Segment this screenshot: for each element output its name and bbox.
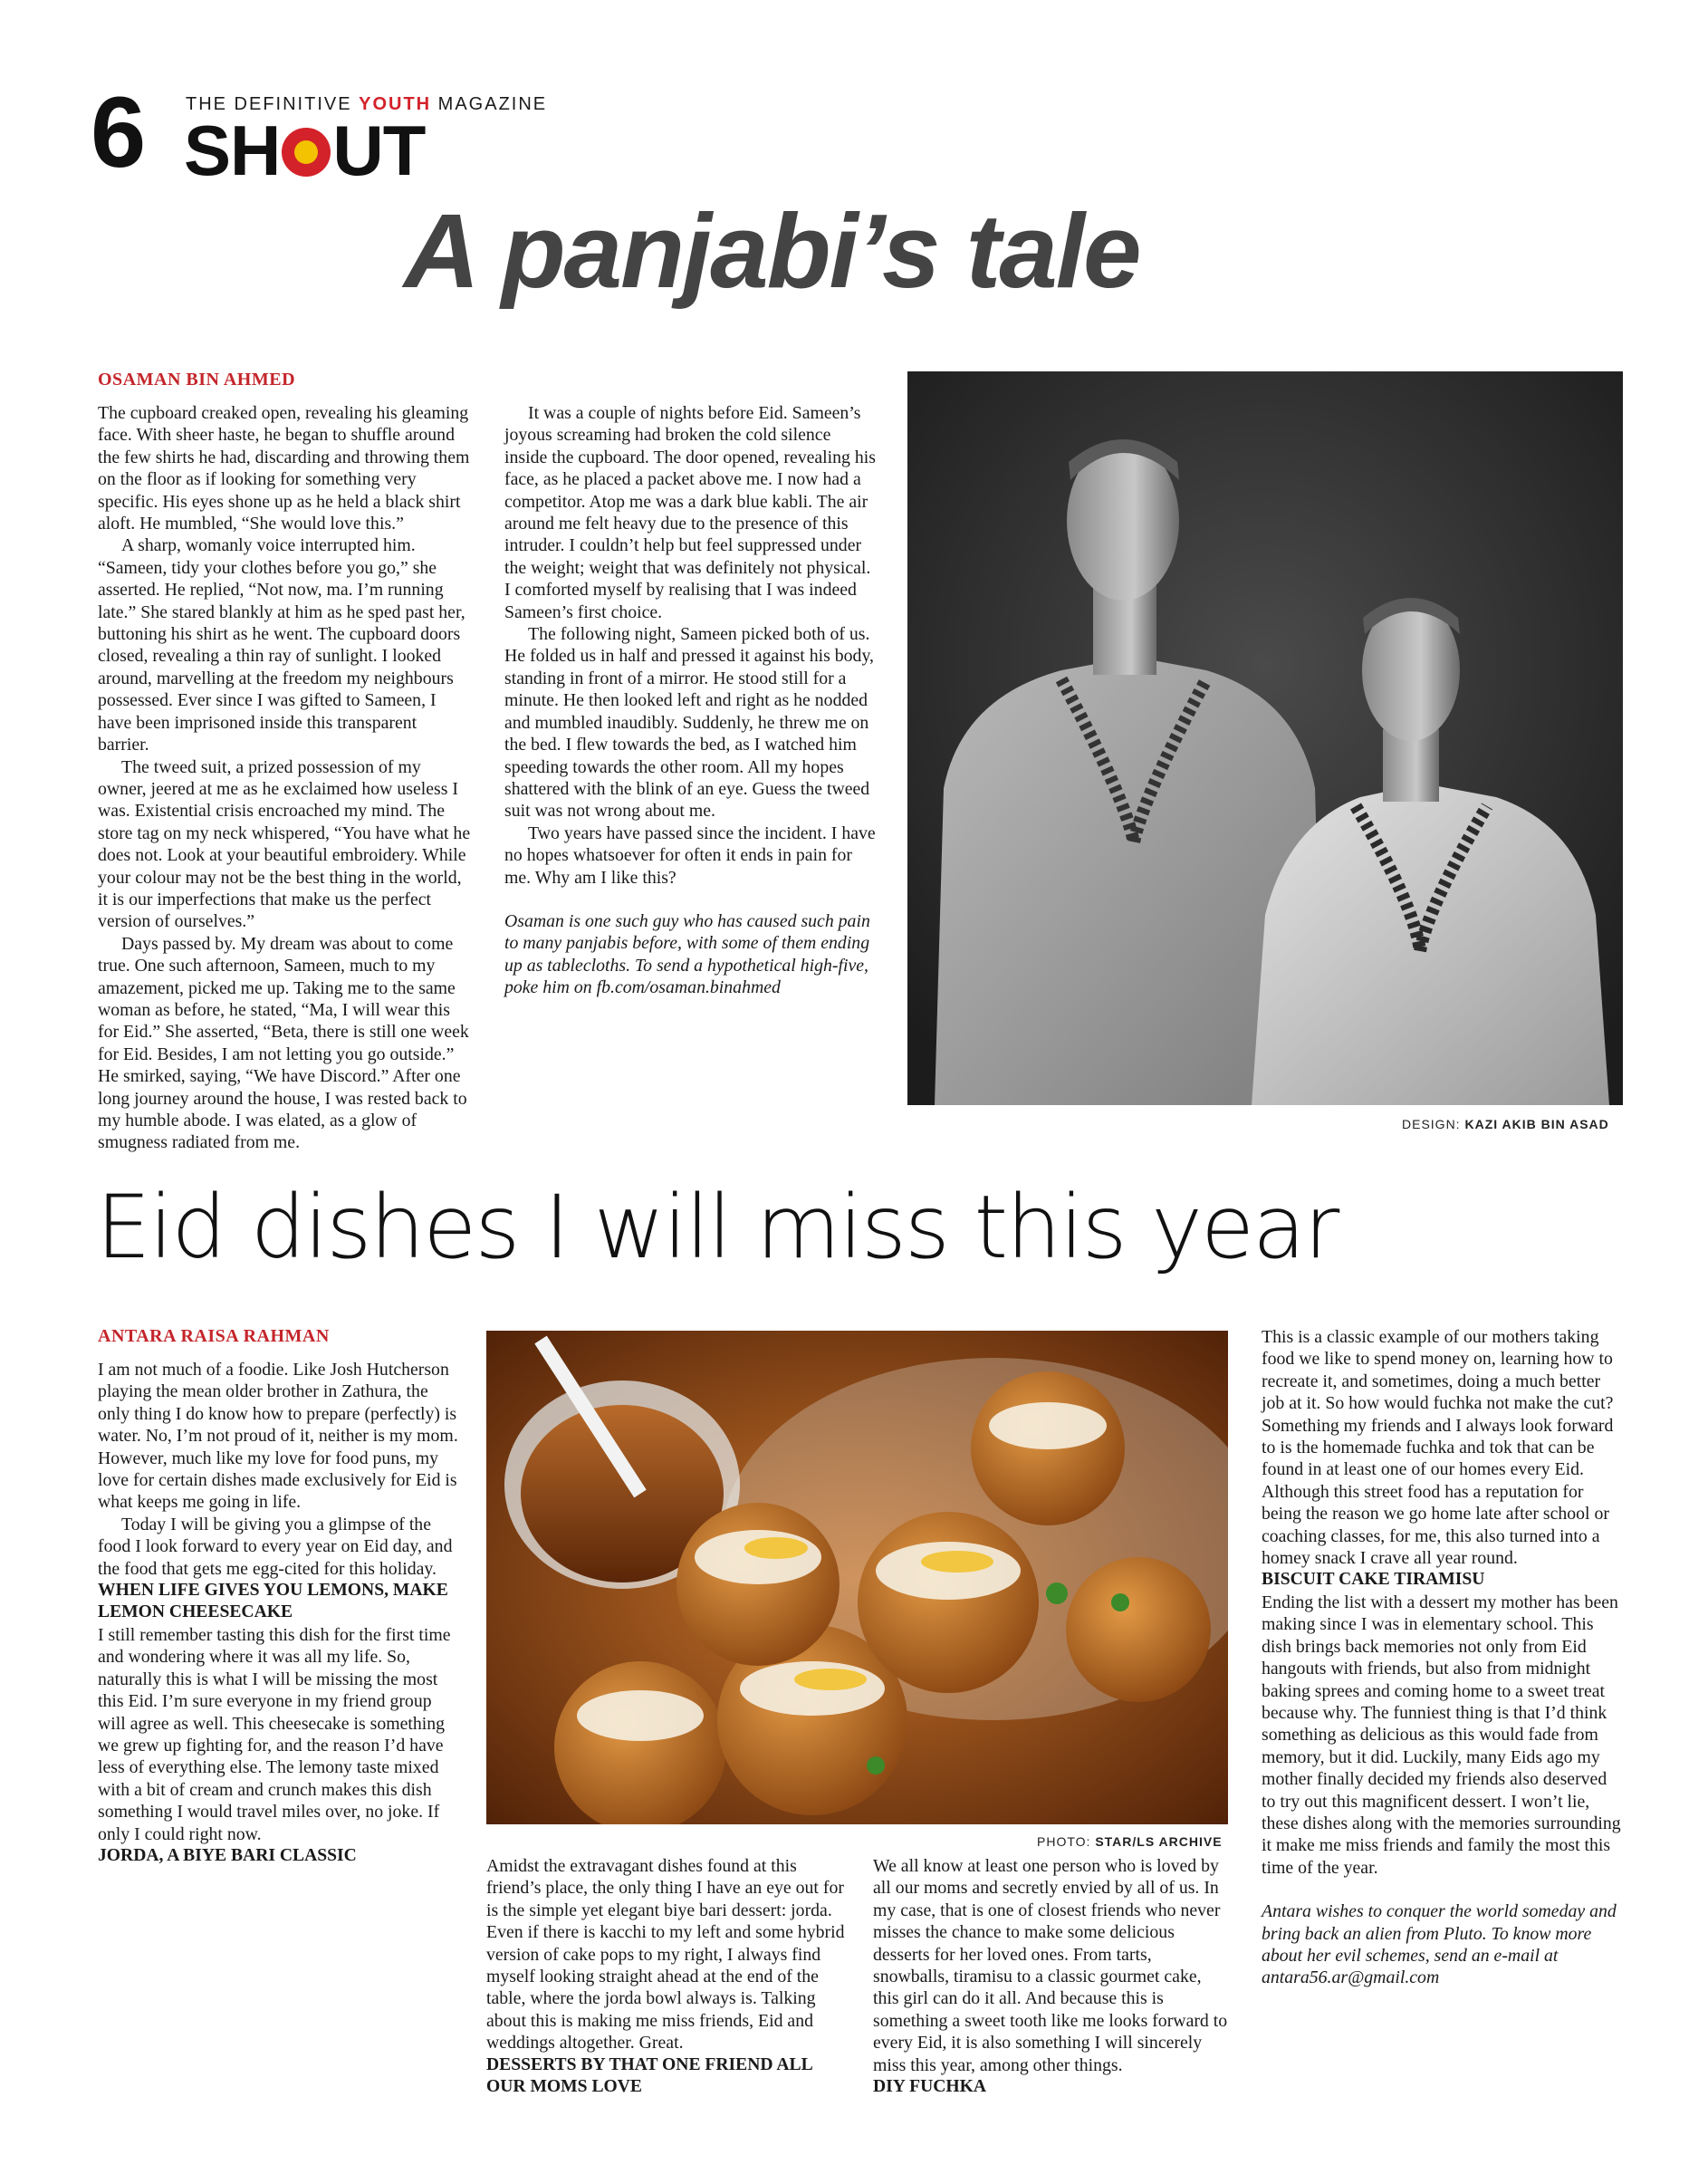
article1-paragraph-2: A sharp, womanly voice interrupted him. “Sameen, tidy your clothes before you go,” she asserted. He replied, “Not now, ma. I’m running late.” She stared blankly at him as he sped past her, buttoning his shirt as he went. The cupboard doors closed, revealing a thin ray of sunlight. I looked around, marvelling at the freedom my neighbours possessed. Ever since I was gifted to Sameen, I have been imprisoned inside this transparent barrier. [98, 535, 465, 755]
article1-headline: A panjabi’s tale [404, 192, 1140, 310]
logo-text-right: UT [332, 111, 426, 190]
article2-column-2 [486, 1855, 845, 2098]
section-text-biscuit-cake-tiramisu: Ending the list with a dessert my mother has been making since I was in elementary school. This dish brings back memories not only from Eid hangouts with friends, but also from midnight baking sprees and coming home to a sweet treat because why. The funniest thing is that I’d think something as delicious as this would fade from memory, but it did. Luckily, many Eids ago my mother finally decided my friends also deserved to try out this magnificent dessert. I won’t lie, these dishes along with the memories surrounding it make me miss friends and family the most this time of the year. [1262, 1592, 1621, 1878]
section-heading-jorda: JORDA, A BIYE BARI CLASSIC [98, 1845, 357, 1865]
photo-credit [1037, 1834, 1223, 1849]
article1-byline: OSAMAN BIN AHMED [98, 370, 296, 390]
article2-author-note: Antara wishes to conquer the world someday and bring back an alien from Pluto. To know more about her evil schemes, send an e-mail at antara56.ar@gmail.com [1262, 1901, 1617, 1988]
photo-credit-name: STAR/LS ARCHIVE [1095, 1834, 1223, 1849]
design-credit-label: DESIGN: [1402, 1117, 1465, 1131]
fuchka-food-photo [486, 1331, 1228, 1824]
tagline-start: THE DEFINITIVE [186, 94, 360, 114]
article1-paragraph-4: Days passed by. My dream was about to come true. One such afternoon, Sameen, much to my amazement, picked me up. Taking me to the same woman as before, he stated, “Ma, I will wear this for Eid.” She asserted, “Beta, there is still one week for Eid. Besides, I am not letting you go outside.” He smirked, saying, “We have Discord.” After one long journey around the house, I was rested back to my humble abode. I was elated, as a glow of smugness radiated from me. [98, 933, 469, 1153]
article2-column-4 [1262, 1326, 1624, 1989]
photo-credit-label: PHOTO: [1037, 1834, 1096, 1849]
article1-author-note: Osaman is one such guy who has caused such pain to many panjabis before, with some of them ending up as tablecloths. To send a hypothetical high-five, poke him on fb.com/osaman.binahmed [504, 910, 870, 998]
article1-paragraph-7: Two years have passed since the incident. I have no hopes whatsoever for often it ends in pain for me. Why am I like this? [504, 822, 876, 888]
section-heading-lemon-cheesecake: WHEN LIFE GIVES YOU LEMONS, MAKE LEMON CHEESECAKE [98, 1581, 448, 1622]
article1-column-1 [98, 402, 471, 1154]
tagline-end: MAGAZINE [431, 94, 548, 114]
article1-column-2 [504, 402, 878, 999]
article2-column-1 [98, 1359, 458, 1867]
section-text-friend-desserts: We all know at least one person who is loved by all our moms and secretly envied by all of us. In my case, that is one of closest friends who never misses the chance to make some delicious desserts for her loved ones. From tarts, snowballs, tiramisu to a classic gourmet cake, this girl can do it all. And because this is something a sweet tooth like me looks forward to every Eid, it is also something I will sincerely miss this year, among other things. [873, 1856, 1228, 2075]
article2-headline: Eid dishes I will miss this year [96, 1177, 1339, 1278]
article2-intro-2: Today I will be giving you a glimpse of the food I look forward to every year on Eid day, and the food that gets me egg-cited for this holiday. [98, 1514, 453, 1579]
section-heading-diy-fuchka: DIY FUCHKA [873, 2077, 986, 2097]
design-credit [1402, 1117, 1609, 1131]
article1-paragraph-5: It was a couple of nights before Eid. Sameen’s joyous screaming had broken the cold silence inside the cupboard. The door opened, revealing his face, as he placed a packet above me. I now had a competitor. Atop me was a dark blue kabli. The air around me felt heavy due to the presence of this intruder. I couldn’t help but feel suppressed under the weight; weight that was definitely not physical. I comforted myself by realising that I was indeed Sameen’s first choice. [504, 403, 876, 622]
article2-byline: ANTARA RAISA RAHMAN [98, 1326, 330, 1346]
article2-intro-1: I am not much of a foodie. Like Josh Hutcherson playing the mean older brother in Zathura, the only thing I do know how to prepare (perfectly) is water. No, I’m not proud of it, neither is my mom. However, much like my love for food puns, my love for certain dishes made exclusively for Eid is what keeps me going in life. [98, 1360, 458, 1513]
logo-text-left: SH [184, 111, 281, 190]
page-number: 6 [91, 77, 147, 188]
shout-logo [184, 111, 426, 190]
section-text-jorda: Amidst the extravagant dishes found at this friend’s place, the only thing I have an eye out for is the simple yet elegant biye bari dessert: jorda. Even if there is kacchi to my left and some hybrid version of cake pops to my right, I always find myself looking straight ahead at the end of the table, where the jorda bowl always is. Talking about this is making me miss friends, Eid and weddings altogether. Great. [486, 1856, 845, 2054]
section-text-lemon-cheesecake: I still remember tasting this dish for the first time and wondering where it was all my life. So, naturally this is what I will be missing the most this Eid. I’m sure everyone in my friend group will agree as well. This cheesecake is something we grew up fighting for, and the reason I’d have less of everything else. The lemony taste mixed with a bit of cream and crunch makes this dish something I would travel miles over, no joke. If only I could right now. [98, 1624, 451, 1844]
article1-paragraph-1: The cupboard creaked open, revealing his gleaming face. With sheer haste, he began to shuffle around the few shirts he had, discarding and throwing them on the floor as if looking for something very specific. His eyes shone up as he held a black shirt aloft. He mumbled, “She would love this.” [98, 403, 470, 534]
article1-paragraph-6: The following night, Sameen picked both of us. He folded us in half and pressed it against his body, standing in front of a mirror. He stood still for a minute. He then looked left and right as he nodded and mumbled inaudibly. Suddenly, he threw me on the bed. I flew towards the bed, as I watched him speeding towards the other room. All my hopes shattered with the blink of an eye. Guess the tweed suit was not wrong about me. [504, 624, 874, 822]
section-heading-biscuit-cake-tiramisu: BISCUIT CAKE TIRAMISU [1262, 1570, 1485, 1590]
section-heading-friend-desserts: DESSERTS BY THAT ONE FRIEND ALL OUR MOMS LOVE [486, 2054, 812, 2097]
tagline-highlight: YOUTH [359, 94, 432, 114]
design-credit-name: KAZI AKIB BIN ASAD [1464, 1117, 1609, 1131]
section-text-diy-fuchka: This is a classic example of our mothers taking food we like to spend money on, learning how to recreate it, and sometimes, doing a much better job at it. So how would fuchka not make the cut? Something my friends and I always look forward to is the homemade fuchka and tok that can be found in at least one of our homes every Eid. Although this street food has a reputation for being the reason we go home late after school or coaching classes, for me, this also turned into a homey snack I crave all year round. [1262, 1327, 1614, 1569]
article1-paragraph-3: The tweed suit, a prized possession of my owner, jeered at me as he exclaimed how useless I was. Existential crisis encroached my mind. The store tag on my neck whispered, “You have what he does not. Look at your beautiful embroidery. While your colour may not be the best thing in the world, it is our imperfections that make us the perfect version of ourselves.” [98, 756, 471, 932]
logo-mouth-icon [282, 128, 331, 177]
fuchka-illustration [486, 1331, 1228, 1824]
mannequin-panjabi-photo [907, 371, 1623, 1105]
mannequin-illustration [907, 371, 1623, 1105]
article2-column-3 [873, 1855, 1232, 2098]
